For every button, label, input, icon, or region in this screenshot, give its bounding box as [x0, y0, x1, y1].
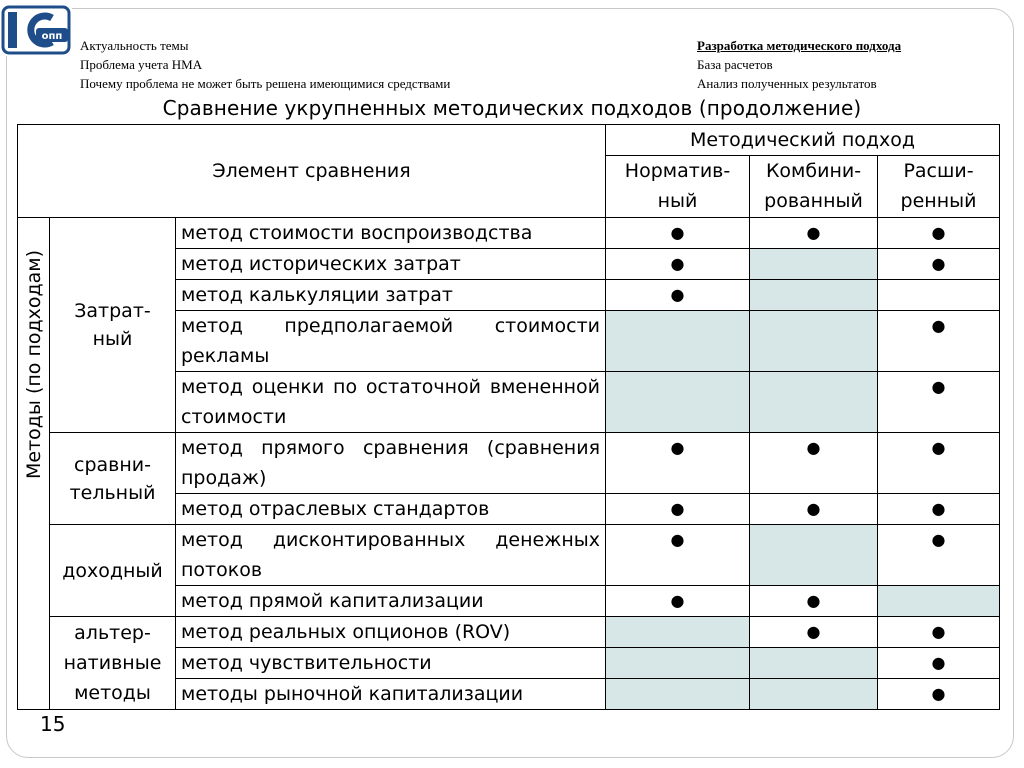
method-row: метод реальных опционов (ROV)	[176, 617, 606, 648]
mark-cell: ●	[750, 494, 878, 525]
side-label: Методы (по подходам)	[22, 249, 45, 479]
mark-cell: ●	[606, 525, 750, 586]
empty-cell	[750, 679, 878, 710]
empty-cell	[606, 311, 750, 372]
empty-cell	[750, 648, 878, 679]
empty-cell	[606, 679, 750, 710]
nav-link-method-dev[interactable]: Разработка методического подхода	[697, 38, 902, 53]
empty-cell	[750, 372, 878, 433]
mark-cell: ●	[878, 679, 1000, 710]
nav-link-relevance[interactable]: Актуальность темы	[80, 38, 189, 53]
slide-title: Сравнение укрупненных методических подходов (продолжение)	[162, 96, 862, 120]
nav-link-results[interactable]: Анализ полученных результатов	[697, 76, 877, 91]
empty-cell	[606, 372, 750, 433]
mark-cell: ●	[878, 311, 1000, 372]
method-row: метод прямого сравнения (сравнения продаж)	[176, 433, 606, 494]
mark-cell: ●	[606, 494, 750, 525]
nav-link-why[interactable]: Почему проблема не может быть решена имеющимися средствами	[80, 76, 451, 91]
header-col-extended: Расши- ренный	[878, 156, 1000, 218]
approach-income: доходный	[50, 525, 176, 617]
mark-cell: ●	[606, 586, 750, 617]
empty-cell	[878, 586, 1000, 617]
header-element: Элемент сравнения	[18, 125, 606, 218]
mark-cell: ●	[878, 648, 1000, 679]
nav-right	[697, 36, 901, 93]
header-group: Методический подход	[606, 125, 1000, 156]
mark-cell: ●	[878, 617, 1000, 648]
comparison-table	[17, 124, 1000, 710]
mark-cell: ●	[750, 433, 878, 494]
empty-cell	[750, 249, 878, 280]
nav-left	[80, 36, 450, 93]
empty-cell	[750, 311, 878, 372]
header-col-normative: Норматив- ный	[606, 156, 750, 218]
empty-cell	[750, 525, 878, 586]
method-row: метод калькуляции затрат	[176, 280, 606, 311]
empty-cell	[750, 280, 878, 311]
mark-cell: ●	[878, 249, 1000, 280]
mark-cell: ●	[606, 280, 750, 311]
method-row: метод предполагаемой стоимости рекламы	[176, 311, 606, 372]
mark-cell: ●	[878, 218, 1000, 249]
mark-cell: ●	[606, 249, 750, 280]
method-row: метод оценки по остаточной вмененной стоимости	[176, 372, 606, 433]
nav-link-problem[interactable]: Проблема учета НМА	[80, 57, 203, 72]
mark-cell: ●	[750, 586, 878, 617]
approach-alternative: альтер- нативные методы	[50, 617, 176, 710]
empty-cell	[606, 648, 750, 679]
empty-cell	[606, 617, 750, 648]
method-row: метод стоимости воспроизводства	[176, 218, 606, 249]
mark-cell: ●	[606, 218, 750, 249]
mark-cell: ●	[750, 617, 878, 648]
mark-cell: ●	[606, 433, 750, 494]
approach-comparative: сравни- тельный	[50, 433, 176, 525]
nav-link-calc-base[interactable]: База расчетов	[697, 57, 773, 72]
method-row: метод исторических затрат	[176, 249, 606, 280]
mark-cell: ●	[878, 494, 1000, 525]
mark-cell: ●	[878, 372, 1000, 433]
side-label-cell	[18, 218, 50, 710]
mark-cell: ●	[750, 218, 878, 249]
method-row: метод прямой капитализации	[176, 586, 606, 617]
mark-cell: ●	[878, 525, 1000, 586]
mark-cell: ●	[878, 433, 1000, 494]
method-row: методы рыночной капитализации	[176, 679, 606, 710]
empty-cell	[878, 280, 1000, 311]
method-row: метод дисконтированных денежных потоков	[176, 525, 606, 586]
logo-sub: опп	[41, 31, 63, 42]
method-row: метод отраслевых стандартов	[176, 494, 606, 525]
header-col-combined: Комбини- рованный	[750, 156, 878, 218]
logo	[0, 4, 72, 56]
approach-cost: Затрат- ный	[50, 218, 176, 433]
method-row: метод чувствительности	[176, 648, 606, 679]
page-number: 15	[40, 712, 66, 736]
